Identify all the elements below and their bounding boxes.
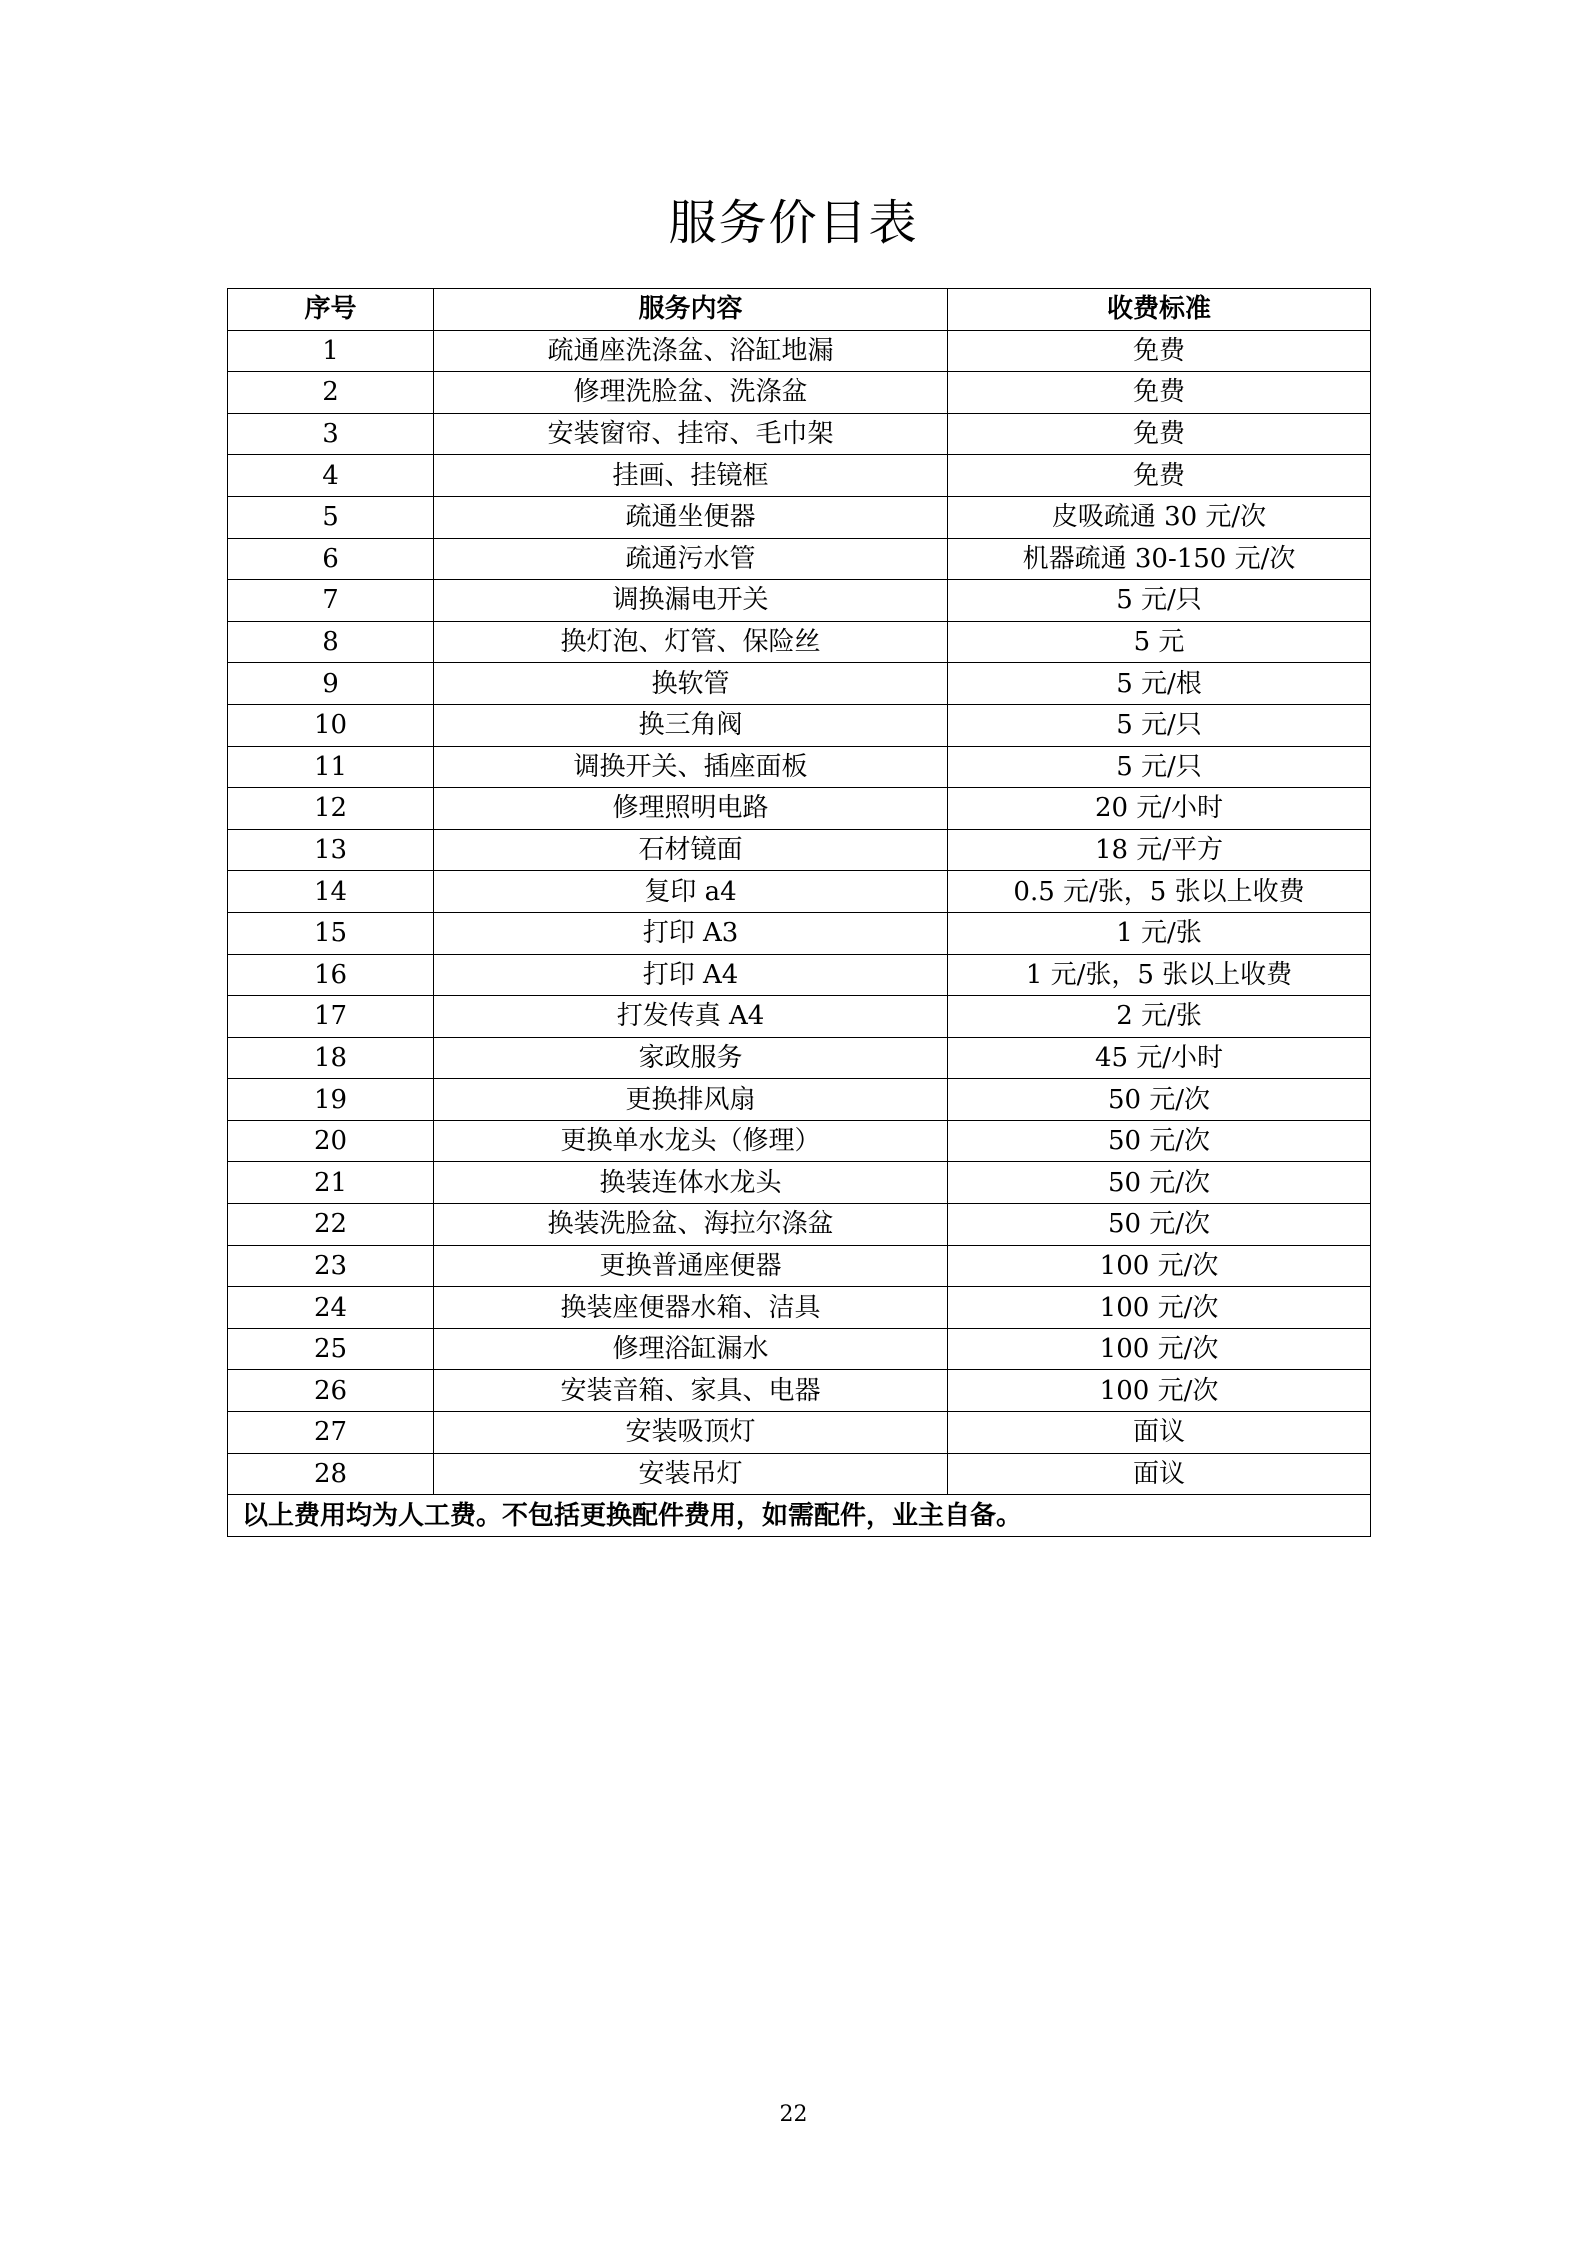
table-row — [228, 746, 1371, 788]
table-row — [228, 455, 1371, 497]
cell-service-content: 打发传真 A4 — [434, 996, 948, 1038]
table-row — [228, 1037, 1371, 1079]
table-row — [228, 1453, 1371, 1495]
cell-fee-standard: 100 元/次 — [948, 1245, 1371, 1287]
cell-fee-standard: 5 元/只 — [948, 704, 1371, 746]
cell-fee-standard: 50 元/次 — [948, 1162, 1371, 1204]
cell-service-content: 家政服务 — [434, 1037, 948, 1079]
cell-fee-standard: 18 元/平方 — [948, 829, 1371, 871]
cell-serial-number: 4 — [228, 455, 434, 497]
table-row — [228, 580, 1371, 622]
cell-service-content: 打印 A4 — [434, 954, 948, 996]
cell-serial-number: 15 — [228, 912, 434, 954]
cell-serial-number: 19 — [228, 1079, 434, 1121]
cell-serial-number: 7 — [228, 580, 434, 622]
cell-serial-number: 6 — [228, 538, 434, 580]
cell-serial-number: 3 — [228, 413, 434, 455]
cell-service-content: 更换单水龙头（修理） — [434, 1120, 948, 1162]
cell-service-content: 更换普通座便器 — [434, 1245, 948, 1287]
cell-fee-standard: 100 元/次 — [948, 1287, 1371, 1329]
header-fee-standard: 收费标准 — [948, 289, 1371, 331]
cell-serial-number: 12 — [228, 788, 434, 830]
table-note-row — [228, 1495, 1371, 1537]
header-serial-number: 序号 — [228, 289, 434, 331]
cell-service-content: 换灯泡、灯管、保险丝 — [434, 621, 948, 663]
cell-service-content: 调换开关、插座面板 — [434, 746, 948, 788]
cell-fee-standard: 面议 — [948, 1453, 1371, 1495]
cell-fee-standard: 5 元/只 — [948, 580, 1371, 622]
table-note: 以上费用均为人工费。不包括更换配件费用，如需配件，业主自备。 — [228, 1495, 1371, 1537]
cell-serial-number: 28 — [228, 1453, 434, 1495]
cell-fee-standard: 0.5 元/张，5 张以上收费 — [948, 871, 1371, 913]
cell-service-content: 换软管 — [434, 663, 948, 705]
table-row — [228, 871, 1371, 913]
cell-serial-number: 13 — [228, 829, 434, 871]
cell-fee-standard: 免费 — [948, 455, 1371, 497]
cell-serial-number: 16 — [228, 954, 434, 996]
cell-fee-standard: 免费 — [948, 330, 1371, 372]
table-row — [228, 1412, 1371, 1454]
page-title: 服务价目表 — [668, 195, 919, 251]
table-row — [228, 1245, 1371, 1287]
cell-service-content: 换装洗脸盆、海拉尔涤盆 — [434, 1204, 948, 1246]
table-row — [228, 372, 1371, 414]
table-row — [228, 829, 1371, 871]
table-row — [228, 621, 1371, 663]
cell-serial-number: 20 — [228, 1120, 434, 1162]
cell-service-content: 挂画、挂镜框 — [434, 455, 948, 497]
table-row — [228, 788, 1371, 830]
cell-fee-standard: 50 元/次 — [948, 1079, 1371, 1121]
cell-serial-number: 25 — [228, 1328, 434, 1370]
cell-fee-standard: 1 元/张，5 张以上收费 — [948, 954, 1371, 996]
cell-fee-standard: 45 元/小时 — [948, 1037, 1371, 1079]
cell-service-content: 换装座便器水箱、洁具 — [434, 1287, 948, 1329]
table-row — [228, 413, 1371, 455]
cell-serial-number: 23 — [228, 1245, 434, 1287]
cell-service-content: 修理照明电路 — [434, 788, 948, 830]
cell-fee-standard: 免费 — [948, 372, 1371, 414]
cell-service-content: 复印 a4 — [434, 871, 948, 913]
cell-fee-standard: 50 元/次 — [948, 1204, 1371, 1246]
cell-service-content: 打印 A3 — [434, 912, 948, 954]
cell-serial-number: 18 — [228, 1037, 434, 1079]
cell-serial-number: 8 — [228, 621, 434, 663]
cell-service-content: 疏通座洗涤盆、浴缸地漏 — [434, 330, 948, 372]
cell-fee-standard: 50 元/次 — [948, 1120, 1371, 1162]
table-row — [228, 496, 1371, 538]
cell-fee-standard: 面议 — [948, 1412, 1371, 1454]
page-number: 22 — [779, 2102, 808, 2127]
cell-service-content: 换装连体水龙头 — [434, 1162, 948, 1204]
cell-service-content: 修理洗脸盆、洗涤盆 — [434, 372, 948, 414]
cell-serial-number: 21 — [228, 1162, 434, 1204]
cell-serial-number: 10 — [228, 704, 434, 746]
cell-service-content: 安装窗帘、挂帘、毛巾架 — [434, 413, 948, 455]
table-body — [228, 330, 1371, 1495]
cell-serial-number: 5 — [228, 496, 434, 538]
cell-fee-standard: 20 元/小时 — [948, 788, 1371, 830]
cell-fee-standard: 5 元/只 — [948, 746, 1371, 788]
cell-service-content: 疏通坐便器 — [434, 496, 948, 538]
cell-serial-number: 17 — [228, 996, 434, 1038]
cell-serial-number: 9 — [228, 663, 434, 705]
cell-serial-number: 2 — [228, 372, 434, 414]
table-row — [228, 1079, 1371, 1121]
cell-serial-number: 22 — [228, 1204, 434, 1246]
table-row — [228, 954, 1371, 996]
cell-service-content: 调换漏电开关 — [434, 580, 948, 622]
cell-fee-standard: 1 元/张 — [948, 912, 1371, 954]
cell-fee-standard: 5 元/根 — [948, 663, 1371, 705]
table-row — [228, 1328, 1371, 1370]
table-row — [228, 1120, 1371, 1162]
cell-fee-standard: 100 元/次 — [948, 1370, 1371, 1412]
table-row — [228, 1287, 1371, 1329]
table-row — [228, 912, 1371, 954]
cell-serial-number: 14 — [228, 871, 434, 913]
cell-service-content: 安装吊灯 — [434, 1453, 948, 1495]
cell-serial-number: 26 — [228, 1370, 434, 1412]
table-row — [228, 330, 1371, 372]
table-header-row — [228, 289, 1371, 331]
table-row — [228, 1370, 1371, 1412]
cell-fee-standard: 2 元/张 — [948, 996, 1371, 1038]
cell-serial-number: 1 — [228, 330, 434, 372]
cell-service-content: 换三角阀 — [434, 704, 948, 746]
table-row — [228, 663, 1371, 705]
cell-service-content: 安装吸顶灯 — [434, 1412, 948, 1454]
cell-serial-number: 27 — [228, 1412, 434, 1454]
cell-serial-number: 24 — [228, 1287, 434, 1329]
header-service-content: 服务内容 — [434, 289, 948, 331]
cell-service-content: 更换排风扇 — [434, 1079, 948, 1121]
cell-fee-standard: 100 元/次 — [948, 1328, 1371, 1370]
cell-fee-standard: 皮吸疏通 30 元/次 — [948, 496, 1371, 538]
table-row — [228, 704, 1371, 746]
cell-service-content: 疏通污水管 — [434, 538, 948, 580]
cell-service-content: 安装音箱、家具、电器 — [434, 1370, 948, 1412]
cell-fee-standard: 免费 — [948, 413, 1371, 455]
cell-serial-number: 11 — [228, 746, 434, 788]
table-row — [228, 996, 1371, 1038]
cell-service-content: 修理浴缸漏水 — [434, 1328, 948, 1370]
cell-service-content: 石材镜面 — [434, 829, 948, 871]
table-row — [228, 1204, 1371, 1246]
cell-fee-standard: 机器疏通 30-150 元/次 — [948, 538, 1371, 580]
table-row — [228, 538, 1371, 580]
price-table — [227, 288, 1371, 1537]
cell-fee-standard: 5 元 — [948, 621, 1371, 663]
table-row — [228, 1162, 1371, 1204]
